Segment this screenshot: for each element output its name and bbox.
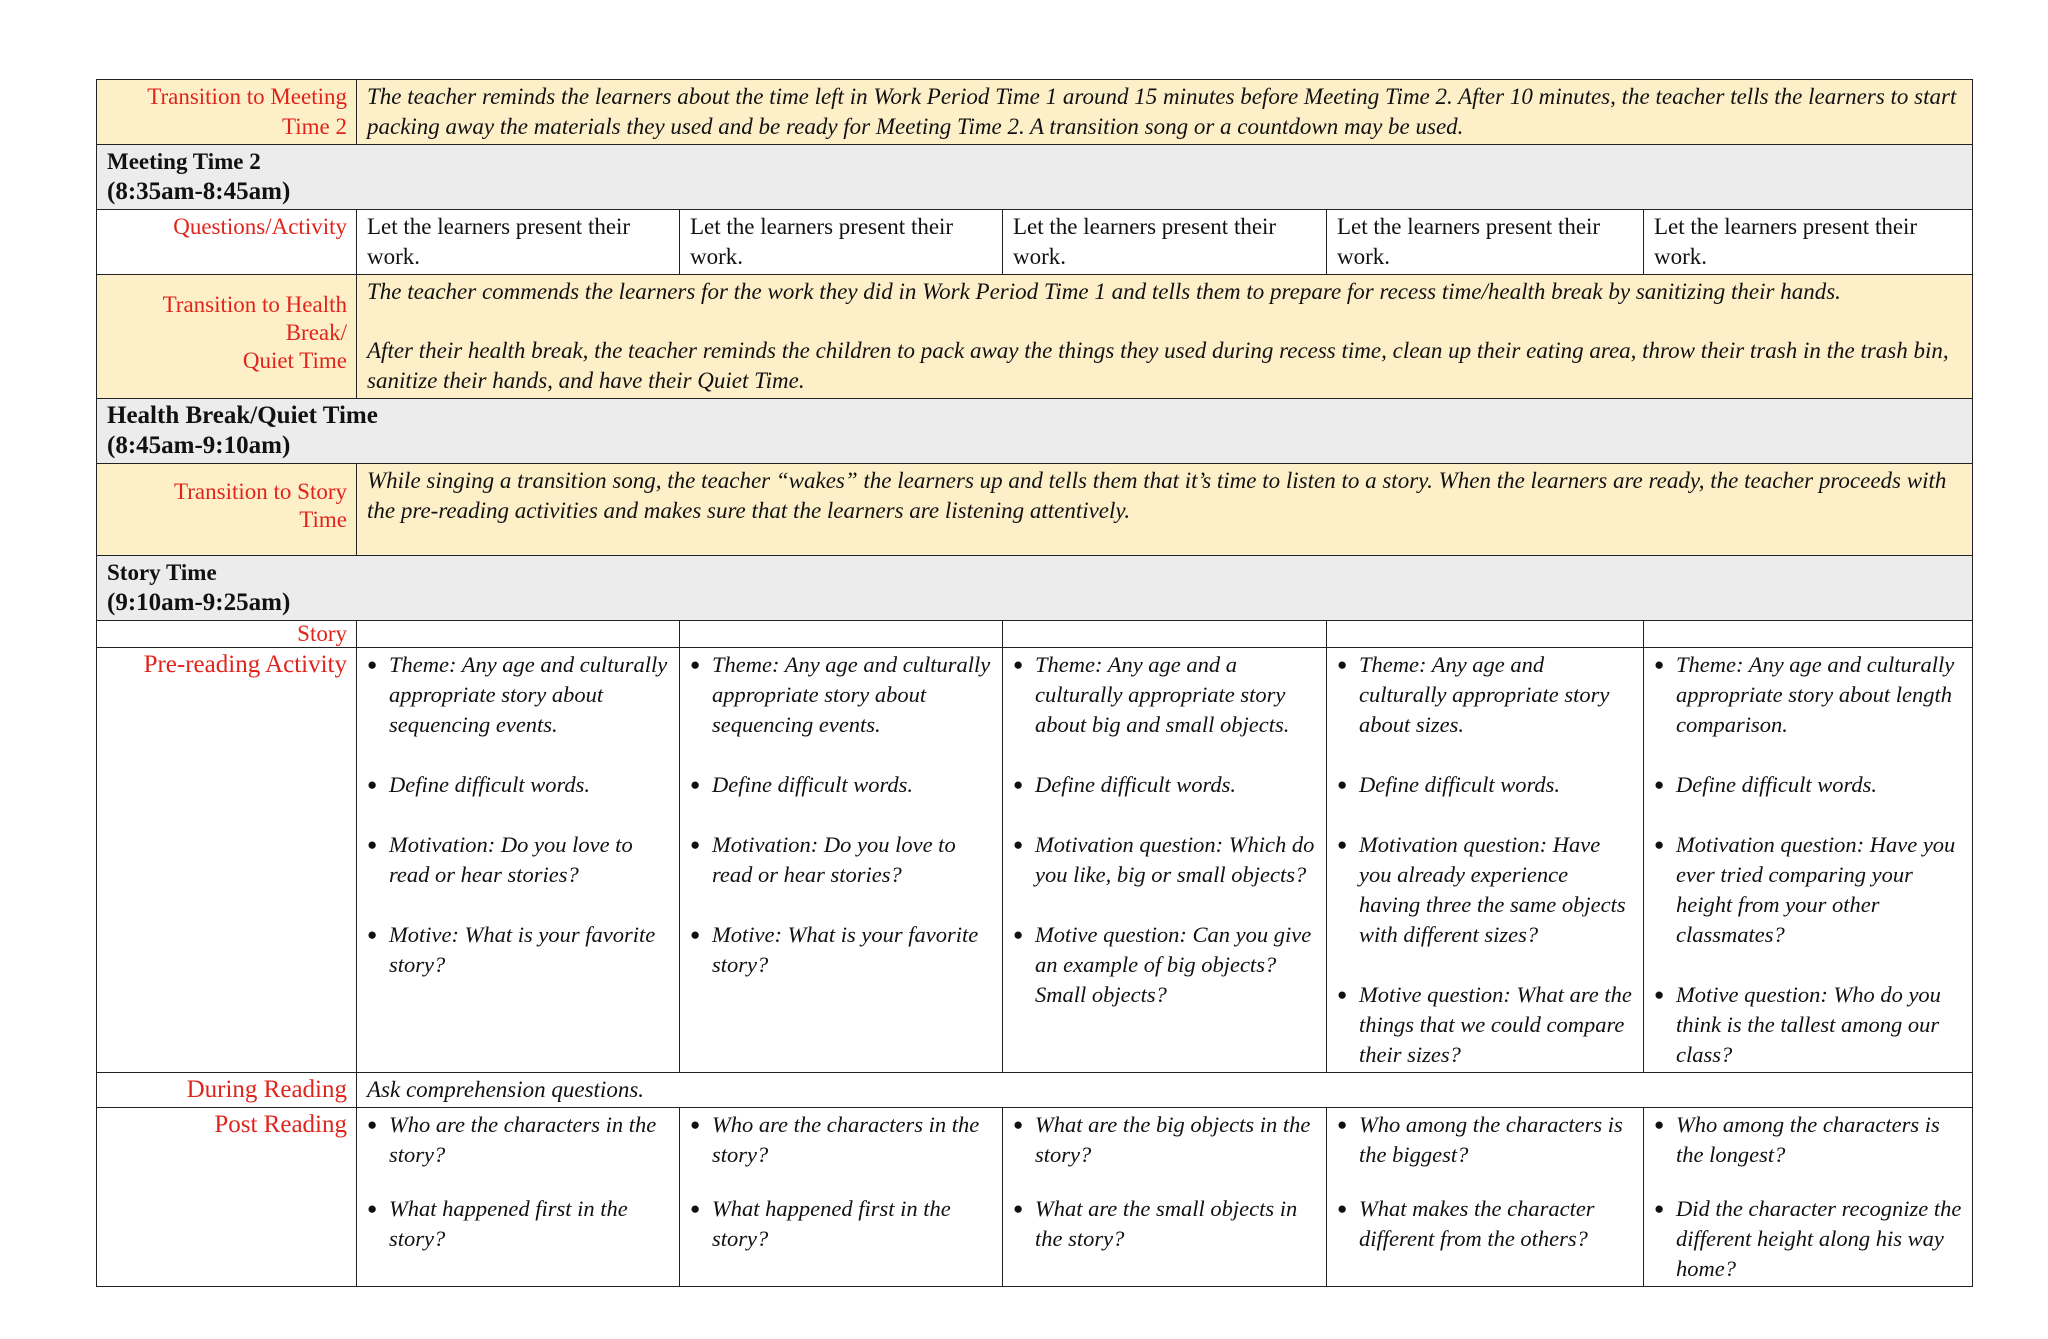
- bullet-item: ● Who among the characters is the biggest?: [1337, 1110, 1634, 1170]
- bullet-item: ● What happened first in the story?: [367, 1194, 670, 1254]
- transition-story-row: [97, 464, 1973, 556]
- section-time: (9:10am-9:25am): [107, 589, 291, 616]
- post-reading-cell: [1644, 1108, 1973, 1287]
- bullet-item: ● Did the character recognize the different height along his way home?: [1654, 1194, 1963, 1284]
- bullet-item: ● What happened first in the story?: [690, 1194, 993, 1254]
- post-reading-cell: [1003, 1108, 1327, 1287]
- bullet-item: ● Motivation question: Have you already experience having three the same objects with different sizes?: [1337, 830, 1634, 950]
- bullet-item: ● Define difficult words.: [690, 770, 993, 800]
- post-reading-label: Post Reading: [97, 1108, 357, 1287]
- transition-meeting-row: [97, 80, 1973, 145]
- questions-activity-cell: Let the learners present their work.: [1003, 210, 1327, 275]
- transition-health-row: [97, 275, 1973, 399]
- story-cell: [1003, 621, 1327, 648]
- bullet-item: ● Define difficult words.: [1654, 770, 1963, 800]
- pre-reading-cell: [680, 648, 1003, 1073]
- transition-story-label: Transition to Story Time: [97, 464, 357, 556]
- transition-meeting-label: Transition to Meeting Time 2: [97, 80, 357, 145]
- story-label: Story: [97, 621, 357, 648]
- bullet-item: ● What are the small objects in the story?: [1013, 1194, 1317, 1254]
- pre-reading-label: Pre-reading Activity: [97, 648, 357, 1073]
- questions-activity-row: [97, 210, 1973, 275]
- lesson-plan-table: [96, 79, 1973, 1287]
- section-title: Health Break/Quiet Time: [107, 402, 378, 429]
- bullet-item: ● Theme: Any age and culturally appropriate story about sequencing events.: [367, 650, 670, 740]
- story-cell: [1644, 621, 1973, 648]
- bullet-item: ● Motivation: Do you love to read or hear stories?: [367, 830, 670, 890]
- post-reading-row: [97, 1108, 1973, 1287]
- story-row: [97, 621, 1973, 648]
- meeting-time-header: [97, 145, 1973, 210]
- bullet-item: ● Who are the characters in the story?: [367, 1110, 670, 1170]
- during-reading-text: Ask comprehension questions.: [357, 1073, 1973, 1108]
- questions-activity-cell: Let the learners present their work.: [1644, 210, 1973, 275]
- pre-reading-cell: [1644, 648, 1973, 1073]
- bullet-item: ● What are the big objects in the story?: [1013, 1110, 1317, 1170]
- bullet-item: ● Theme: Any age and culturally appropriate story about length comparison.: [1654, 650, 1963, 740]
- questions-activity-cell: Let the learners present their work.: [1327, 210, 1644, 275]
- bullet-item: ● Motive question: What are the things that we could compare their sizes?: [1337, 980, 1634, 1070]
- bullet-item: ● Motive: What is your favorite story?: [367, 920, 670, 980]
- post-reading-cell: [357, 1108, 680, 1287]
- post-reading-cell: [680, 1108, 1003, 1287]
- pre-reading-cell: [357, 648, 680, 1073]
- questions-activity-cell: Let the learners present their work.: [357, 210, 680, 275]
- bullet-item: ● Motive question: Can you give an example of big objects? Small objects?: [1013, 920, 1317, 1010]
- section-title: Meeting Time 2: [107, 149, 261, 174]
- bullet-item: ● Define difficult words.: [367, 770, 670, 800]
- pre-reading-row: [97, 648, 1973, 1073]
- during-reading-label: During Reading: [97, 1073, 357, 1108]
- story-time-header: [97, 556, 1973, 621]
- transition-health-text: The teacher commends the learners for the work they did in Work Period Time 1 and tells them to prepare for recess time/health break by sanitizing their hands. After their health break, the teacher reminds the children to pack away the things they used during recess time, clean up their eating area, throw their trash in the trash bin, sanitize their hands, and have their Quiet Time.: [357, 275, 1973, 399]
- bullet-item: ● Motivation question: Which do you like, big or small objects?: [1013, 830, 1317, 890]
- transition-story-text: While singing a transition song, the teacher “wakes” the learners up and tells them that it’s time to listen to a story. When the learners are ready, the teacher proceeds with the pre-reading activities and makes sure that the learners are listening attentively.: [357, 464, 1973, 556]
- bullet-item: ● Theme: Any age and a culturally appropriate story about big and small objects.: [1013, 650, 1317, 740]
- story-cell: [680, 621, 1003, 648]
- bullet-item: ● Who are the characters in the story?: [690, 1110, 993, 1170]
- section-time: (8:45am-9:10am): [107, 432, 291, 459]
- section-title: Story Time: [107, 560, 217, 585]
- bullet-item: ● Who among the characters is the longest?: [1654, 1110, 1963, 1170]
- bullet-item: ● Motivation: Do you love to read or hear stories?: [690, 830, 993, 890]
- pre-reading-cell: [1327, 648, 1644, 1073]
- health-break-header: [97, 399, 1973, 464]
- transition-health-label: Transition to Health Break/ Quiet Time: [97, 275, 357, 399]
- bullet-item: ● Theme: Any age and culturally appropriate story about sequencing events.: [690, 650, 993, 740]
- bullet-item: ● Define difficult words.: [1013, 770, 1317, 800]
- questions-activity-cell: Let the learners present their work.: [680, 210, 1003, 275]
- bullet-item: ● Define difficult words.: [1337, 770, 1634, 800]
- questions-activity-label: Questions/Activity: [97, 210, 357, 275]
- story-cell: [357, 621, 680, 648]
- bullet-item: ● Motive question: Who do you think is the tallest among our class?: [1654, 980, 1963, 1070]
- section-time: (8:35am-8:45am): [107, 178, 291, 205]
- during-reading-row: [97, 1073, 1973, 1108]
- bullet-item: ● Motivation question: Have you ever tried comparing your height from your other classmates?: [1654, 830, 1963, 950]
- post-reading-cell: [1327, 1108, 1644, 1287]
- transition-meeting-text: The teacher reminds the learners about the time left in Work Period Time 1 around 15 minutes before Meeting Time 2. After 10 minutes, the teacher tells the learners to start packing away the materials they used and be ready for Meeting Time 2. A transition song or a countdown may be used.: [357, 80, 1973, 145]
- bullet-item: ● What makes the character different from the others?: [1337, 1194, 1634, 1254]
- pre-reading-cell: [1003, 648, 1327, 1073]
- bullet-item: ● Motive: What is your favorite story?: [690, 920, 993, 980]
- story-cell: [1327, 621, 1644, 648]
- bullet-item: ● Theme: Any age and culturally appropriate story about sizes.: [1337, 650, 1634, 740]
